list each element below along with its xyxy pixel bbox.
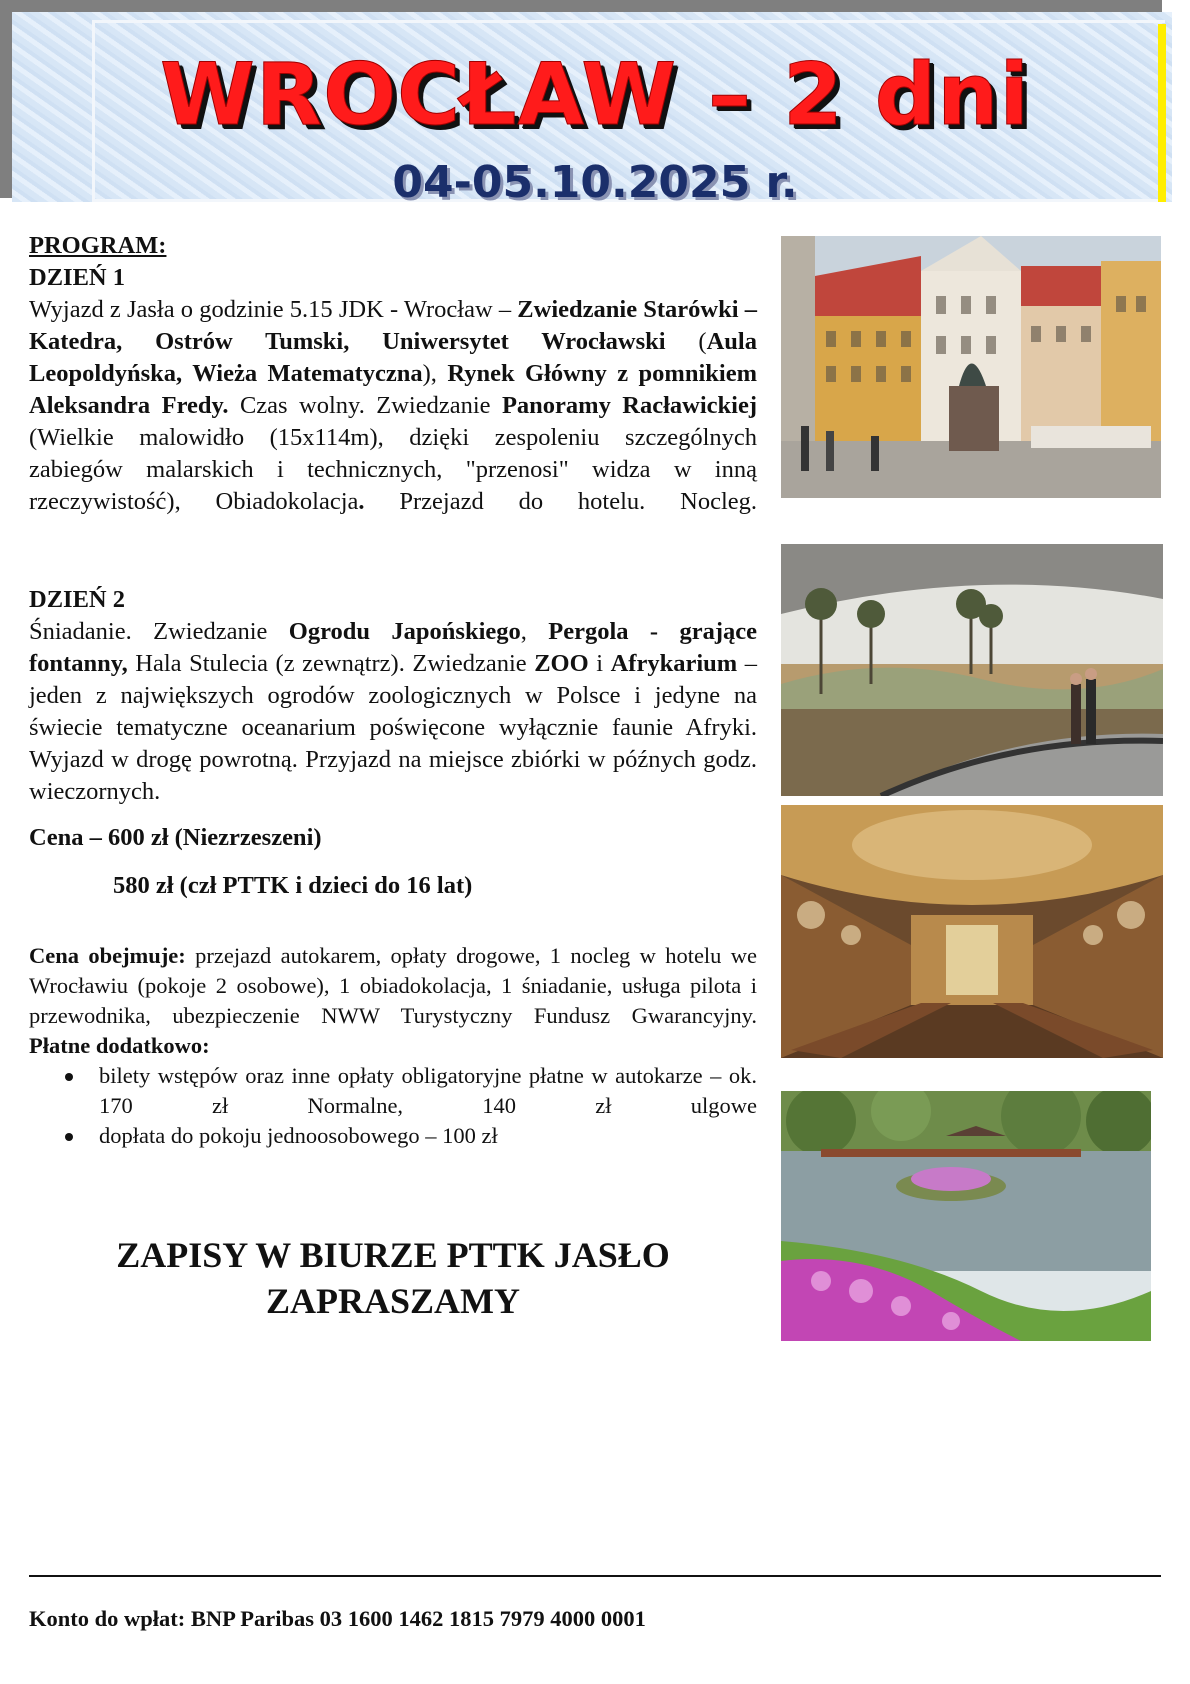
extras-item: bilety wstępów oraz inne opłaty obligatoryjne płatne w autokarze – ok. 170 zł Normalne, 140 zł ulgowe: [99, 1061, 757, 1151]
welcome-line: ZAPRASZAMY: [265, 1281, 520, 1321]
day2-description: [29, 616, 757, 840]
extras-item: dopłata do pokoju jednoosobowego – 100 zł: [99, 1121, 757, 1151]
day1-text-2: (: [665, 328, 707, 355]
day1-text-4: Czas wolny. Zwiedzanie: [228, 392, 502, 419]
day2-text-2: ,: [520, 618, 549, 645]
program-section: [29, 230, 757, 550]
banner-shadow-top: [0, 0, 1162, 12]
day2-bold-1: Ogrodu Japońskiego: [288, 618, 521, 645]
day2-text-4: i: [588, 650, 611, 677]
trip-dates: 04-05.10.2025 r.: [392, 157, 798, 208]
includes-body: przejazd autokarem, opłaty drogowe, 1 nocleg w hotelu we Wrocławiu (pokoje 2 osobowe), 1 obiadokolacja, 1 śniadanie, usługa pilota i przewodnika, ubezpieczenie NWW Turystyczny Fundusz Gwarancyjny.: [29, 943, 757, 1028]
price-member: 580 zł (czł PTTK i dzieci do 16 lat): [113, 872, 473, 899]
aula-leopoldina-photo: [781, 805, 1163, 1058]
day1-bold-4: Panoramy Racławickiej: [501, 392, 757, 419]
panorama-photo: [781, 544, 1163, 796]
day2-bold-3: ZOO: [534, 650, 589, 677]
signup-cta: [29, 1232, 757, 1324]
price-main: Cena – 600 zł (Niezrzeszeni): [29, 824, 322, 851]
day1-bold-3: Rynek Główny z pomnikiem Aleksandra Fredy.: [29, 360, 757, 419]
day2-text-3: Hala Stulecia (z zewnątrz). Zwiedzanie: [127, 650, 535, 677]
includes-section: [29, 941, 757, 1151]
day1-text-5: (Wielkie malowidło (15x114m), dzięki zespoleniu szczególnych zabiegów malarskich i technicznych, "przenosi" widza w inną rzeczywistość), Obiadokolacja: [29, 424, 757, 515]
day2-bold-2: Pergola - grające fontanny,: [29, 618, 757, 677]
day2-text-1: Śniadanie. Zwiedzanie: [29, 618, 289, 645]
extras-list: [29, 1061, 757, 1151]
day1-description: [29, 294, 757, 550]
page-title: WROCŁAW – 2 dni: [159, 45, 1030, 145]
day1-bold-1: Zwiedzanie Starówki – Katedra, Ostrów Tumski, Uniwersytet Wrocławski: [29, 296, 757, 355]
day1-heading: DZIEŃ 1: [29, 264, 125, 291]
day2-text-5: – jeden z największych ogrodów zoologicznych w Polsce i jedyne na świecie tematyczne oceanarium poświęcone wyłącznie faunie Afryki. Wyjazd w drogę powrotną. Przyjazd na miejsce zbiórki w późnych godz. wieczornych.: [29, 650, 757, 805]
signup-line: ZAPISY W BIURZE PTTK JASŁO: [116, 1235, 670, 1275]
day1-bold-5: .: [358, 488, 365, 515]
footer-divider: [29, 1575, 1161, 1577]
market-square-photo: [781, 236, 1161, 498]
day2-heading: DZIEŃ 2: [29, 586, 125, 613]
japanese-garden-photo: [781, 1091, 1151, 1341]
day1-text-6: Przejazd do hotelu. Nocleg.: [364, 488, 757, 515]
bank-account: Konto do wpłat: BNP Paribas 03 1600 1462 1815 7979 4000 0001: [29, 1606, 646, 1631]
day2-bold-4: Afrykarium: [610, 650, 738, 677]
extras-label: Płatne dodatkowo:: [29, 1033, 210, 1058]
day1-text-3: ),: [422, 360, 448, 387]
day1-bold-2: Aula Leopoldyńska, Wieża Matematyczna: [29, 328, 757, 387]
price-section: [29, 822, 757, 902]
includes-label: Cena obejmuje:: [29, 943, 186, 968]
day1-text-1: Wyjazd z Jasła o godzinie 5.15 JDK - Wrocław –: [29, 296, 518, 323]
day2-section: [29, 584, 757, 840]
program-heading: PROGRAM:: [29, 232, 167, 259]
